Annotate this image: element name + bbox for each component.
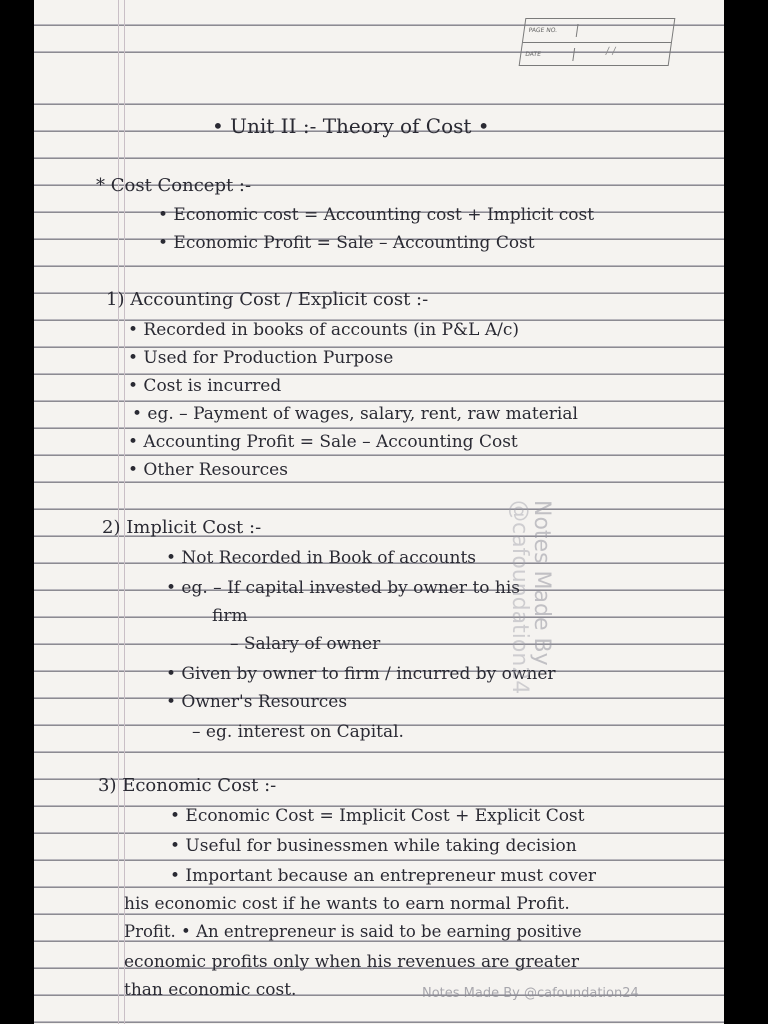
accounting-cost-item: • Other Resources [128, 460, 288, 480]
implicit-cost-item: • Not Recorded in Book of accounts [166, 548, 477, 568]
stamp-date-row [520, 43, 671, 66]
page-no-label: PAGE NO. [528, 24, 579, 37]
cost-concept-item: • Economic cost = Accounting cost + Implicit cost [158, 205, 595, 225]
economic-cost-heading: 3) Economic Cost :- [98, 775, 277, 796]
economic-cost-item: • Economic Cost = Implicit Cost + Explicit Cost [170, 806, 585, 826]
date-label: DATE [524, 48, 575, 61]
economic-cost-item: his economic cost if he wants to earn normal Profit. [124, 894, 570, 914]
implicit-cost-item: firm [212, 606, 248, 626]
economic-cost-item: than economic cost. [124, 980, 297, 1000]
accounting-cost-heading: 1) Accounting Cost / Explicit cost :- [106, 289, 429, 310]
page-date-stamp [519, 18, 676, 66]
implicit-cost-item: – eg. interest on Capital. [192, 722, 404, 742]
implicit-cost-item: • eg. – If capital invested by owner to his [166, 578, 521, 598]
implicit-cost-heading: 2) Implicit Cost :- [102, 517, 262, 538]
margin-line [118, 0, 119, 1024]
stamp-page-row [523, 19, 674, 43]
accounting-cost-item: • Cost is incurred [128, 376, 282, 396]
implicit-cost-item: • Given by owner to firm / incurred by owner [166, 664, 556, 684]
cost-concept-heading: * Cost Concept :- [96, 175, 252, 196]
cost-concept-item: • Economic Profit = Sale – Accounting Cost [158, 233, 535, 253]
margin-line [124, 0, 125, 1024]
economic-cost-item: Profit. • An entrepreneur is said to be earning positive [124, 922, 582, 941]
implicit-cost-item: • Owner's Resources [166, 692, 348, 712]
page-title: • Unit II :- Theory of Cost • [212, 114, 490, 138]
implicit-cost-item: – Salary of owner [230, 634, 381, 654]
accounting-cost-item: • eg. – Payment of wages, salary, rent, raw material [132, 404, 578, 424]
economic-cost-item: • Important because an entrepreneur must cover [170, 866, 597, 886]
vertical-watermark [506, 500, 554, 694]
economic-cost-item: • Useful for businessmen while taking decision [170, 836, 577, 856]
watermark-line: Notes Made By [529, 500, 554, 666]
accounting-cost-item: • Accounting Profit = Sale – Accounting Cost [128, 432, 518, 452]
notebook-page [34, 0, 724, 1024]
date-value: / / [604, 46, 617, 57]
accounting-cost-item: • Used for Production Purpose [128, 348, 394, 368]
watermark-line: @cafoundation24 [507, 500, 532, 695]
accounting-cost-item: • Recorded in books of accounts (in P&L A/c) [128, 320, 520, 340]
footer-watermark: Notes Made By @cafoundation24 [422, 986, 639, 1001]
economic-cost-item: economic profits only when his revenues are greater [124, 952, 579, 972]
